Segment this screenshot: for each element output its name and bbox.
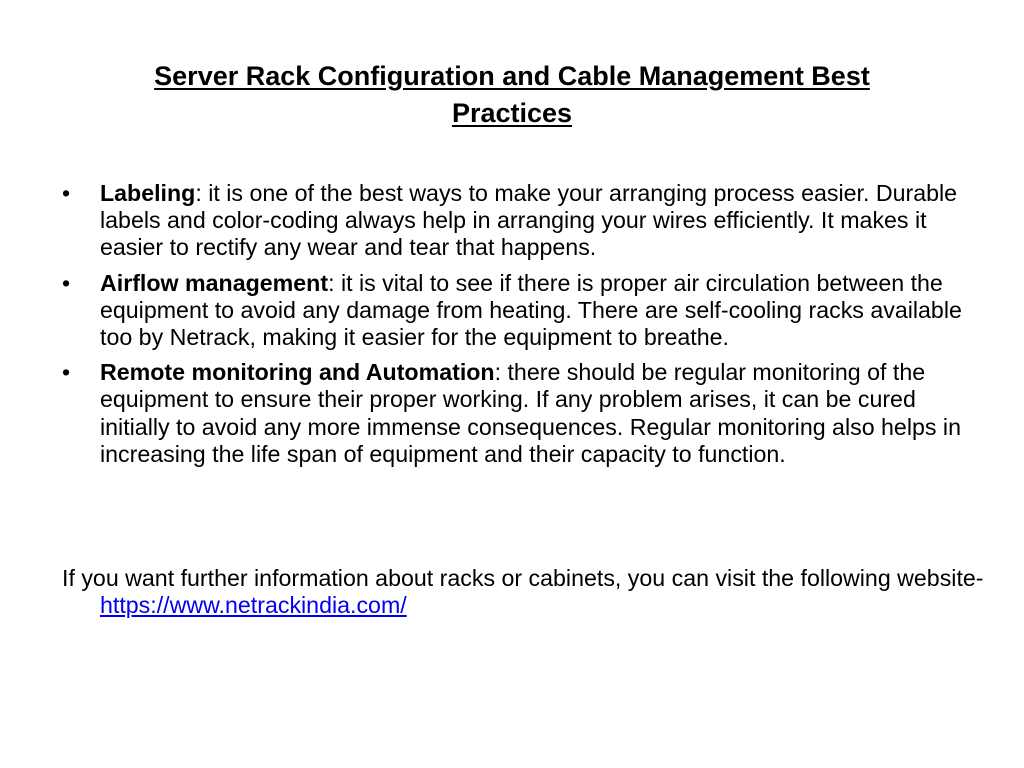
bullet-text: : it is vital to see if there is proper air circulation between the equipment to avoid any damage from heating. There are self-cooling racks available too by Netrack, making it easier for the equipment to breathe.	[100, 269, 962, 351]
slide-title: Server Rack Configuration and Cable Management Best Practices	[154, 61, 870, 128]
website-link[interactable]: https://www.netrackindia.com/	[100, 592, 407, 619]
bullet-term: Airflow management	[100, 269, 329, 296]
bullet-term: Remote monitoring and Automation	[100, 359, 495, 386]
bullet-item-airflow	[62, 270, 967, 352]
bullet-list	[62, 180, 967, 476]
bullet-text: : it is one of the best ways to make your arranging process easier. Durable labels and color-coding always help in arranging your wires efficiently. It makes it easier to rectify any wear and tear that happens.	[100, 180, 958, 261]
footer-text: If you want further information about racks or cabinets, you can visit the following website-	[62, 565, 984, 591]
footer-paragraph	[62, 565, 1005, 619]
bullet-term: Labeling	[100, 180, 196, 206]
bullet-item-labeling	[62, 180, 967, 262]
bullet-item-remote-monitoring	[62, 359, 967, 468]
bullet-point-icon: •	[62, 269, 71, 296]
bullet-point-icon: •	[62, 359, 71, 386]
bullet-text: : there should be regular monitoring of the equipment to ensure their proper working. If any problem arises, it can be cured initially to avoid any more immense consequences. Regular monitoring also helps in increasing the life span of equipment and their capacity to function.	[100, 359, 961, 467]
bullet-point-icon: •	[62, 180, 71, 206]
